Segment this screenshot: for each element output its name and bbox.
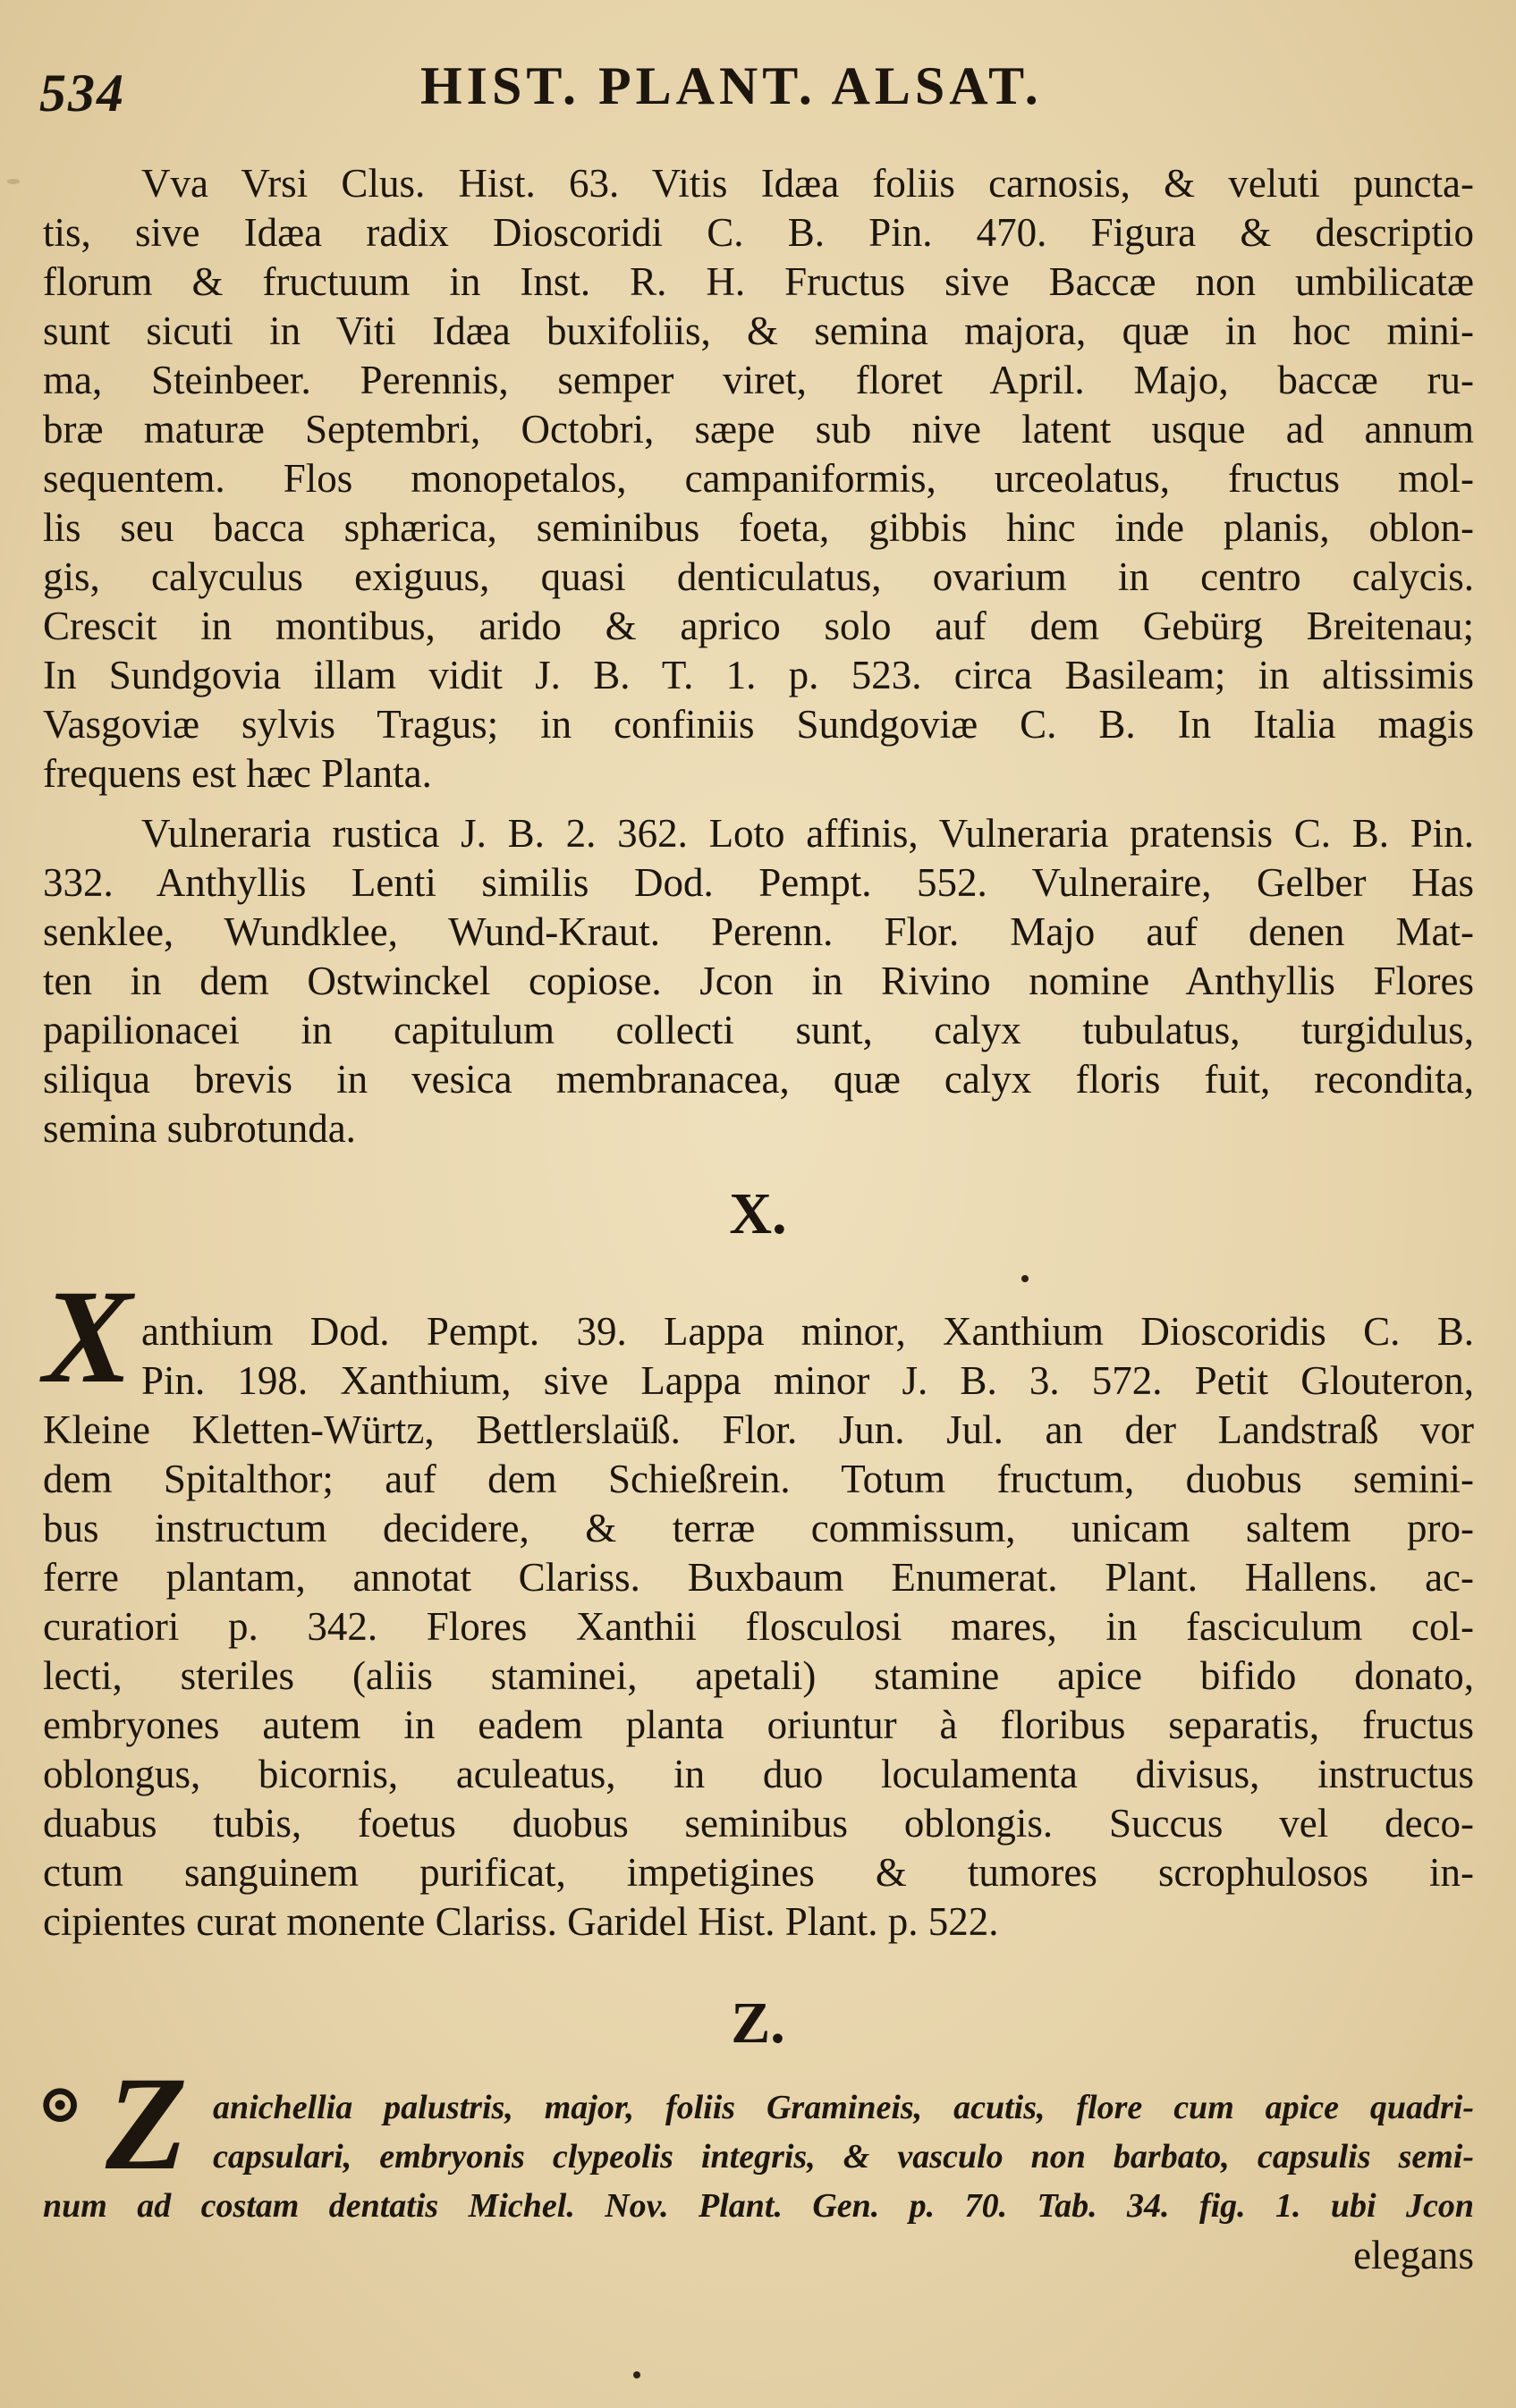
page-header	[0, 55, 1516, 136]
text-line: ctum sanguinem purificat, impetigines & tumores scrophulosos in-	[43, 1850, 1474, 1895]
entry-xanthium	[43, 1307, 1474, 1947]
text-line: Vasgoviæ sylvis Tragus; in confiniis Sundgoviæ C. B. In Italia magis	[43, 702, 1474, 747]
text-line: oblongus, bicornis, aculeatus, in duo loculamenta divisus, instructus	[43, 1752, 1474, 1796]
text-line: curatiori p. 342. Flores Xanthii flosculosi mares, in fasciculum col-	[43, 1604, 1474, 1649]
section-heading-z: Z.	[731, 1990, 785, 2056]
text-line: lecti, steriles (aliis staminei, apetali) stamine apice bifido donato,	[43, 1653, 1474, 1698]
entry-zanichellia	[43, 2083, 1474, 2280]
text-line: sequentem. Flos monopetalos, campaniformis, urceolatus, fructus mol-	[43, 456, 1474, 501]
text-line: anthium Dod. Pempt. 39. Lappa minor, Xanthium Dioscoridis C. B.	[141, 1309, 1474, 1354]
section-heading-x: X.	[729, 1181, 787, 1246]
text-line: papilionacei in capitulum collecti sunt, calyx tubulatus, turgidulus,	[43, 1008, 1474, 1052]
text-line: dem Spitalthor; auf dem Schießrein. Totum fructum, duobus semini-	[43, 1457, 1474, 1501]
text-line: embryones autem in eadem planta oriuntur à floribus separatis, fructus	[43, 1702, 1474, 1747]
entry-vulneraria	[43, 809, 1474, 1153]
text-line: ferre plantam, annotat Clariss. Buxbaum Enumerat. Plant. Hallens. ac-	[43, 1555, 1474, 1600]
text-line: cipientes curat monente Clariss. Garidel Hist. Plant. p. 522.	[43, 1899, 999, 1944]
text-line: Vulneraria rustica J. B. 2. 362. Loto affinis, Vulneraria pratensis C. B. Pin.	[141, 811, 1474, 856]
dropcap-z: Z	[106, 2049, 188, 2198]
ink-speck	[633, 2371, 640, 2378]
text-line: In Sundgovia illam vidit J. B. T. 1. p. 523. circa Basileam; in altissimis	[43, 653, 1474, 697]
dropcap-x: X	[43, 1263, 133, 1411]
entry-vva-vrsi	[43, 159, 1474, 798]
text-line: 332. Anthyllis Lenti similis Dod. Pempt. 552. Vulneraire, Gelber Has	[43, 860, 1474, 905]
text-line: Vva Vrsi Clus. Hist. 63. Vitis Idæa foliis carnosis, & veluti puncta-	[141, 161, 1474, 206]
catchword: elegans	[1353, 2233, 1474, 2277]
running-head: HIST. PLANT. ALSAT.	[420, 56, 1043, 115]
text-line: gis, calyculus exiguus, quasi denticulatus, ovarium in centro calycis.	[43, 554, 1474, 599]
text-line: sunt sicuti in Viti Idæa buxifoliis, & semina majora, quæ in hoc mini-	[43, 308, 1474, 353]
text-line: ten in dem Ostwinckel copiose. Jcon in Rivino nomine Anthyllis Flores	[43, 959, 1474, 1003]
text-line: capsulari, embryonis clypeolis integris, & vasculo non barbato, capsulis semi-	[213, 2138, 1474, 2176]
text-line: senklee, Wundklee, Wund-Kraut. Perenn. Flor. Majo auf denen Mat-	[43, 909, 1474, 954]
text-line: Kleine Kletten-Würtz, Bettlerslaüß. Flor. Jun. Jul. an der Landstraß vor	[43, 1407, 1474, 1452]
text-line: semina subrotunda.	[43, 1106, 356, 1151]
text-line: bræ maturæ Septembri, Octobri, sæpe sub nive latent usque ad annum	[43, 407, 1474, 452]
text-line: duabus tubis, foetus duobus seminibus oblongis. Succus vel deco-	[43, 1801, 1474, 1846]
perennial-symbol-icon: ⊙	[38, 2074, 83, 2133]
paper-blemish	[7, 179, 20, 184]
page-number: 534	[39, 63, 125, 123]
text-line: anichellia palustris, major, foliis Gramineis, acutis, flore cum apice quadri-	[213, 2089, 1474, 2126]
text-line: siliqua brevis in vesica membranacea, quæ calyx floris fuit, recondita,	[43, 1057, 1474, 1102]
text-line: Crescit in montibus, arido & aprico solo auf dem Gebürg Breitenau;	[43, 604, 1474, 648]
text-line: ma, Steinbeer. Perennis, semper viret, floret April. Majo, baccæ ru-	[43, 358, 1474, 402]
text-line: frequens est hæc Planta.	[43, 751, 432, 796]
text-line: tis, sive Idæa radix Dioscoridi C. B. Pin. 470. Figura & descriptio	[43, 210, 1474, 255]
text-line: bus instructum decidere, & terræ commissum, unicam saltem pro-	[43, 1506, 1474, 1550]
text-line: num ad costam dentatis Michel. Nov. Plant. Gen. p. 70. Tab. 34. fig. 1. ubi Jcon	[43, 2187, 1474, 2225]
text-line: lis seu bacca sphærica, seminibus foeta, gibbis hinc inde planis, oblon-	[43, 505, 1474, 550]
text-line: florum & fructuum in Inst. R. H. Fructus sive Baccæ non umbilicatæ	[43, 259, 1474, 304]
ink-speck	[1021, 1275, 1029, 1282]
text-line: Pin. 198. Xanthium, sive Lappa minor J. B. 3. 572. Petit Glouteron,	[141, 1358, 1474, 1403]
